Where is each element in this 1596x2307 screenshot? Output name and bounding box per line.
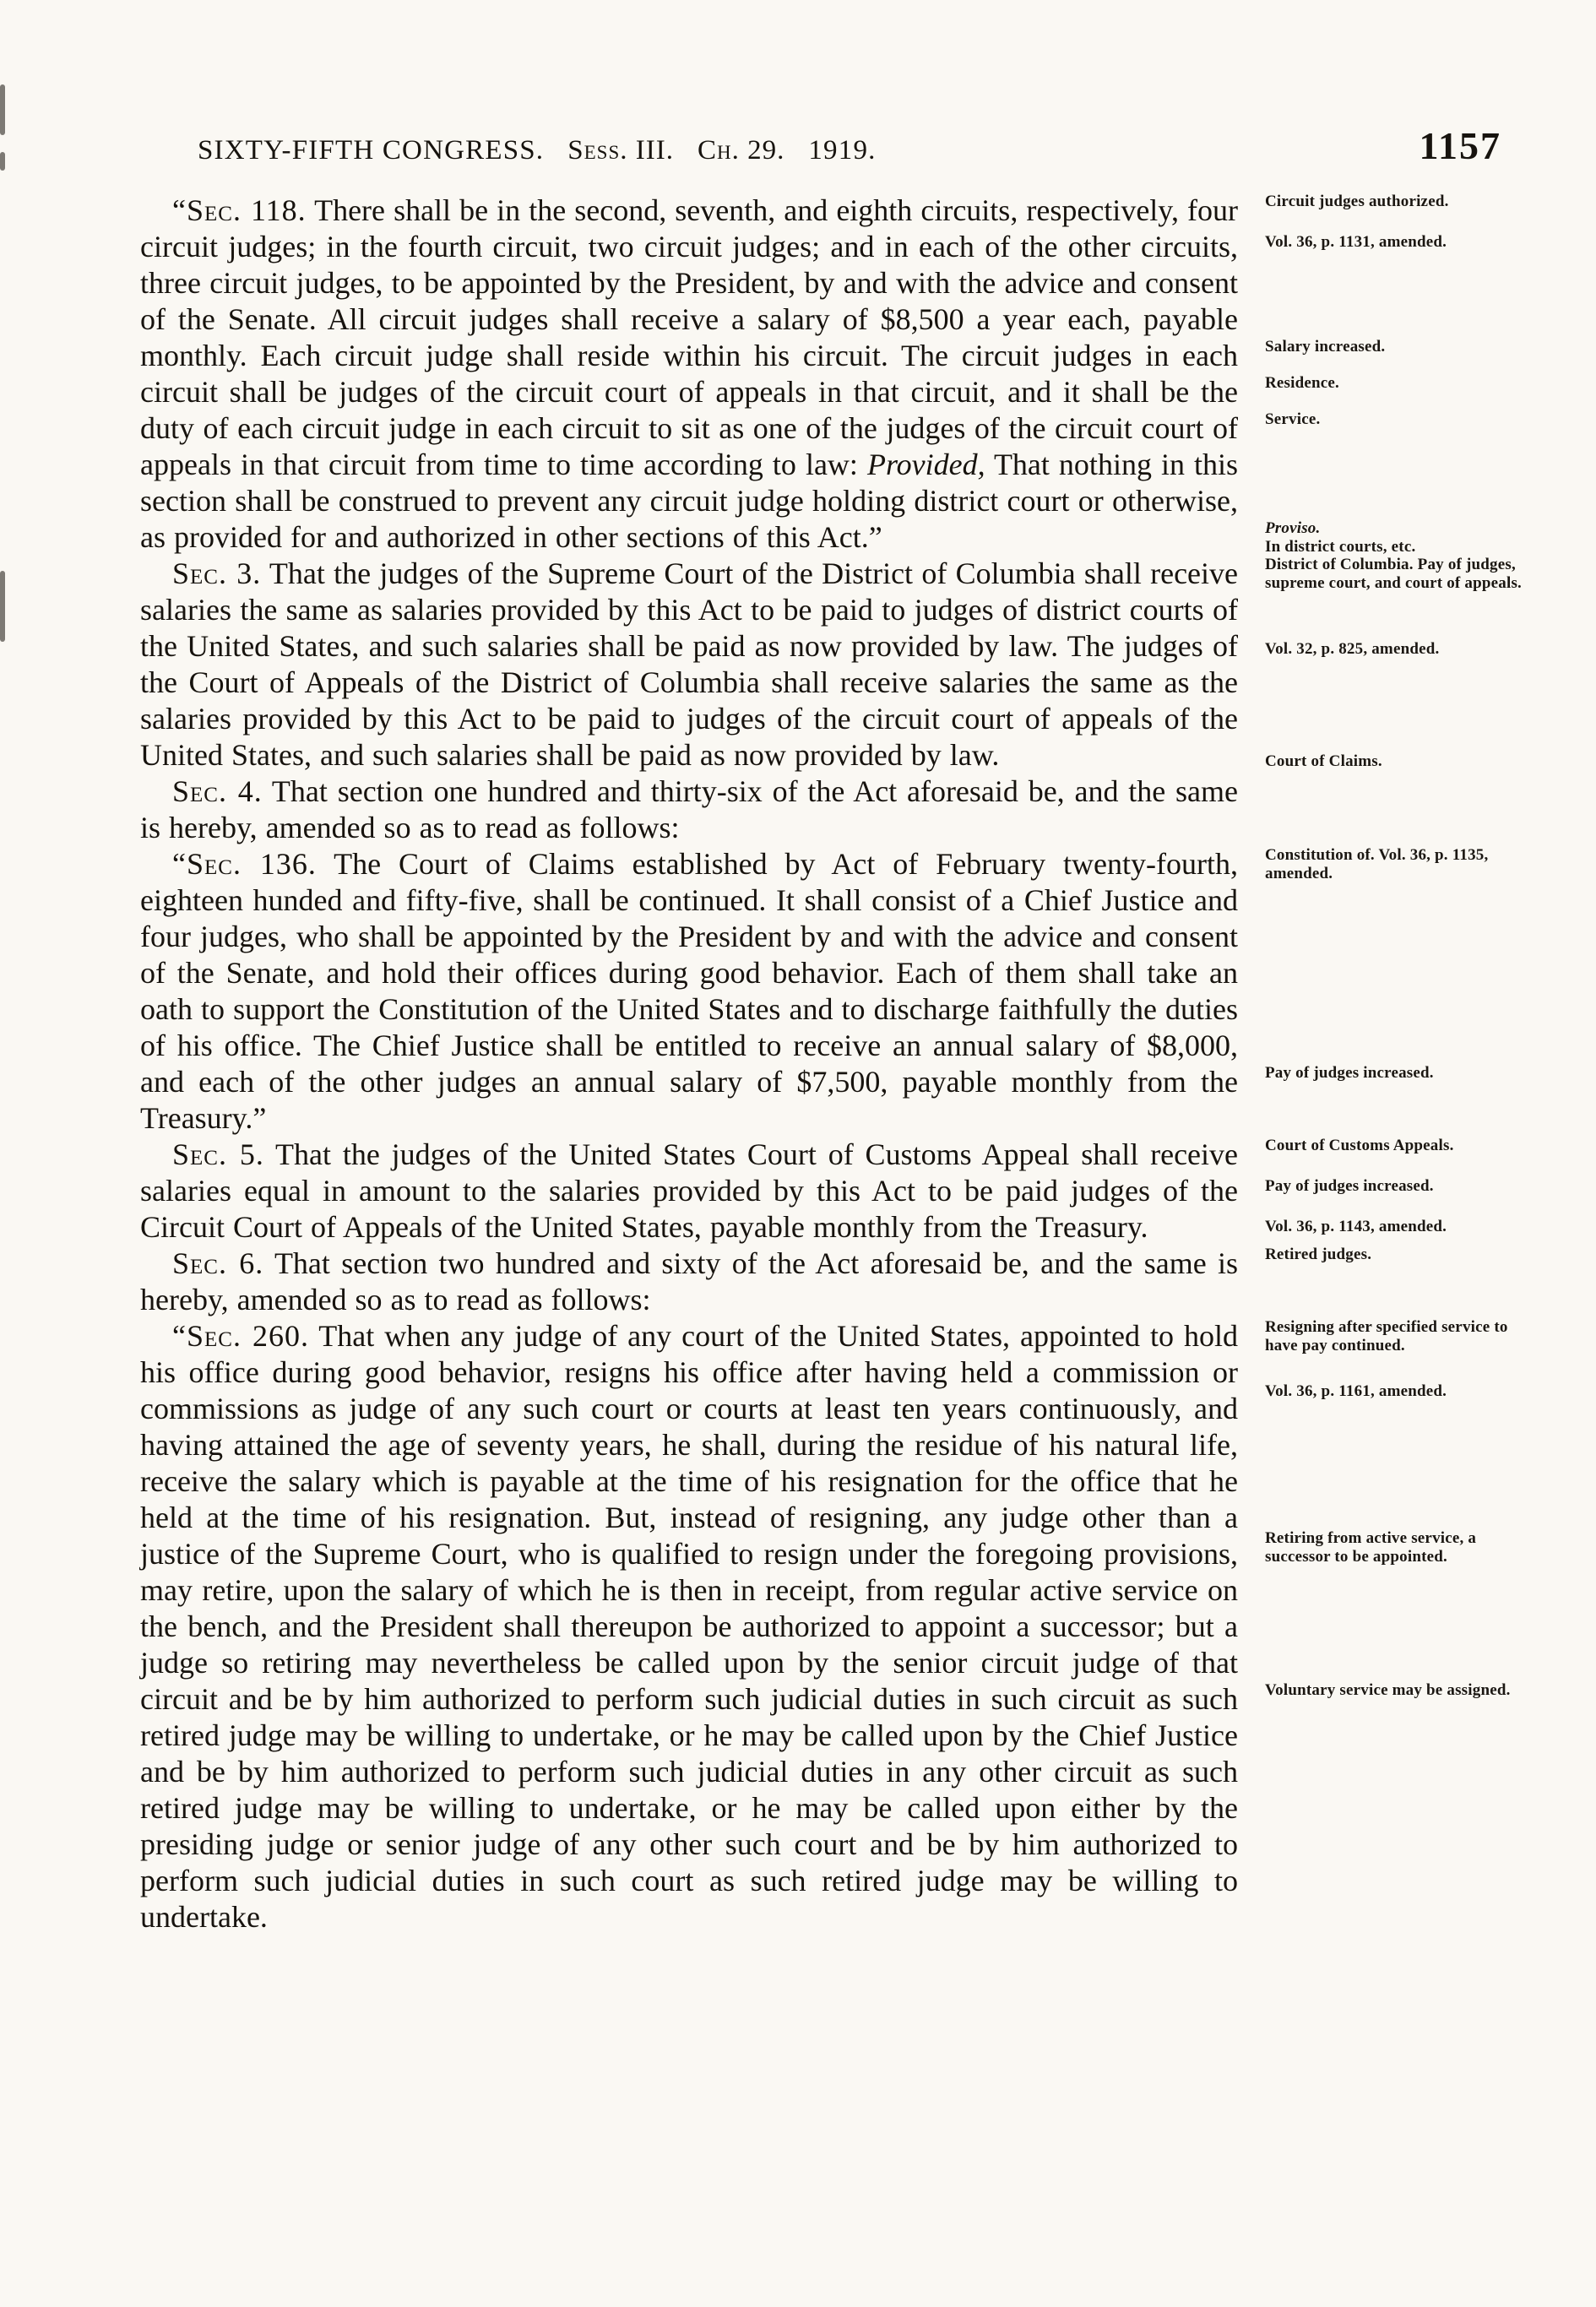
margin-note-text: Residence. bbox=[1265, 374, 1340, 392]
margin-note-text: Vol. 36, p. 1131, amended. bbox=[1265, 233, 1447, 251]
section-lead: “Sec. 118. bbox=[172, 193, 307, 227]
page-number: 1157 bbox=[1419, 124, 1501, 167]
session-label: Sess. III. bbox=[567, 135, 674, 166]
margin-note bbox=[1265, 233, 1523, 252]
congress-title: SIXTY-FIFTH CONGRESS. bbox=[198, 135, 545, 166]
margin-note-text: Vol. 36, p. 1161, amended. bbox=[1265, 1382, 1447, 1400]
margin-note-text: Retiring from active service, a successor to be appointed. bbox=[1265, 1529, 1477, 1566]
margin-note bbox=[1265, 1177, 1523, 1196]
margin-note bbox=[1265, 193, 1523, 211]
margin-note bbox=[1265, 846, 1523, 883]
section-lead: “Sec. 136. bbox=[172, 847, 317, 881]
section-lead: “Sec. 260. bbox=[172, 1319, 309, 1353]
running-title bbox=[198, 135, 877, 166]
section-text: The Court of Claims established by Act of February twenty-fourth, eighteen hunded and fifty-five, shall be continued. It shall consist of a Chief Justice and four judges, who shall be appointed by the President by and with the advice and consent of the Senate, and hold their offices during good behavior. Each of them shall take an oath to support the Constitution of the United States and to discharge faithfully the duties of his office. The Chief Justice shall be entitled to receive an annual salary of $8,000, and each of the other judges an annual salary of $7,500, payable monthly from the Treasury.” bbox=[140, 847, 1238, 1135]
margin-note-text: Service. bbox=[1265, 410, 1321, 428]
year-label: 1919. bbox=[808, 135, 877, 166]
margin-note bbox=[1265, 1246, 1523, 1264]
section-text: That section two hundred and sixty of the Act aforesaid be, and the same is hereby, amended so as to read as follows: bbox=[140, 1246, 1238, 1316]
margin-note bbox=[1265, 338, 1523, 356]
section-text: That when any judge of any court of the United States, appointed to hold his office during good behavior, resigns his office after having held a commission or commissions as judge of any such court or courts at least ten years continuously, and having attained the age of seventy years, he shall, during the residue of his natural life, receive the salary which is payable at the time of his resignation for the office that he held at the time of his resignation. But, instead of resigning, any judge other than a justice of the Supreme Court, who is qualified to resign under the foregoing provisions, may retire, upon the salary of which he is then in receipt, from regular active service on the bench, and the President shall thereupon be authorized to appoint a successor; but a judge so retiring may nevertheless be called upon by the senior circuit judge of that circuit and be by him authorized to perform such judicial duties in such circuit as such retired judge may be willing to undertake, or he may be called upon by the Chief Justice and be by him authorized to perform such judicial duties in any other circuit as such retired judge may be willing to undertake, or he may be called upon either by the presiding judge or senior judge of any other such court and be by him authorized to perform such judicial duties in such court as such retired judge may be willing to undertake. bbox=[140, 1319, 1238, 1934]
scan-artifact bbox=[0, 571, 5, 642]
margin-note-text: Salary increased. bbox=[1265, 338, 1386, 356]
margin-note-text: Pay of judges increased. bbox=[1265, 1177, 1434, 1195]
section-text: That the judges of the Supreme Court of the District of Columbia shall receive salaries the same as salaries provided by this Act to be paid to judges of district courts of the United States, and such salaries shall be paid as now provided by law. The judges of the Court of Appeals of the District of Columbia shall receive salaries the same as the salaries provided by this Act to be paid to judges of the circuit court of appeals of the United States, and such salaries shall be paid as now provided by law. bbox=[140, 556, 1239, 772]
section-lead: Sec. 3. bbox=[172, 556, 262, 590]
margin-note bbox=[1265, 640, 1523, 659]
statute-body bbox=[140, 193, 1522, 1935]
margin-note bbox=[1265, 410, 1523, 429]
statute-paragraph-sec-5 bbox=[140, 1137, 1454, 1246]
margin-note bbox=[1265, 752, 1523, 771]
margin-note bbox=[1265, 1318, 1523, 1355]
statute-paragraph-sec-6 bbox=[140, 1246, 1372, 1318]
margin-note-text: Voluntary service may be assigned. bbox=[1265, 1681, 1511, 1699]
proviso-note-label: Proviso. bbox=[1265, 519, 1321, 537]
margin-note-text: In district courts, etc. bbox=[1265, 538, 1416, 556]
margin-note-text: Vol. 32, p. 825, amended. bbox=[1265, 640, 1440, 658]
statute-paragraph-sec-4 bbox=[140, 752, 1382, 846]
margin-note bbox=[1265, 374, 1523, 393]
statute-paragraph-sec-136 bbox=[140, 846, 1489, 1137]
statute-paragraph-sec-118 bbox=[140, 193, 1449, 556]
margin-note-text: Vol. 36, p. 1143, amended. bbox=[1265, 1218, 1447, 1235]
section-lead: Sec. 4. bbox=[172, 774, 263, 808]
section-lead: Sec. 5. bbox=[172, 1137, 264, 1171]
margin-note bbox=[1265, 1382, 1523, 1401]
margin-note bbox=[1265, 556, 1523, 593]
margin-note bbox=[1265, 1218, 1523, 1236]
margin-note-text: Court of Customs Appeals. bbox=[1265, 1137, 1454, 1154]
margin-note bbox=[1265, 1137, 1523, 1155]
margin-note bbox=[1265, 519, 1523, 556]
proviso-word: Provided, bbox=[866, 448, 985, 481]
section-text: That nothing in this section shall be construed to prevent any circuit judge holding district court or otherwise, as provided for and authorized in other sections of this Act.” bbox=[140, 448, 1238, 554]
scan-artifact bbox=[0, 84, 5, 135]
margin-note-text: Resigning after specified service to have pay continued. bbox=[1265, 1318, 1508, 1354]
section-text: That the judges of the United States Court of Customs Appeal shall receive salaries equal in amount to the salaries provided by this Act to be paid judges of the Circuit Court of Appeals of the United States, payable monthly from the Treasury. bbox=[140, 1137, 1239, 1244]
margin-note-text: Constitution of. Vol. 36, p. 1135, amended. bbox=[1265, 846, 1489, 882]
margin-note-text: Court of Claims. bbox=[1265, 752, 1382, 770]
margin-note-text: Retired judges. bbox=[1265, 1246, 1372, 1263]
section-text: There shall be in the second, seventh, and eighth circuits, respectively, four circuit judges; in the fourth circuit, two circuit judges; and in each of the other circuits, three circuit judges, to be appointed by the President, by and with the advice and consent of the Senate. All circuit judges shall receive a salary of $8,500 a year each, payable monthly. Each circuit judge shall reside within his circuit. The circuit judges in each circuit shall be judges of the circuit court of appeals in that circuit, and it shall be the duty of each circuit judge in each circuit to sit as one of the judges of the circuit court of appeals in that circuit from time to time according to law: bbox=[140, 193, 1238, 481]
page-header bbox=[140, 123, 1525, 168]
margin-note bbox=[1265, 1064, 1523, 1083]
chapter-label: Ch. 29. bbox=[697, 135, 785, 166]
margin-note-text: Pay of judges increased. bbox=[1265, 1064, 1434, 1082]
section-text: That section one hundred and thirty-six of the Act aforesaid be, and the same is hereby, amended so as to read as follows: bbox=[140, 774, 1239, 844]
margin-note bbox=[1265, 1681, 1523, 1700]
margin-note-text: Circuit judges authorized. bbox=[1265, 193, 1449, 210]
scan-artifact bbox=[0, 152, 5, 171]
margin-note-text: District of Columbia. Pay of judges, supreme court, and court of appeals. bbox=[1265, 556, 1522, 592]
margin-note bbox=[1265, 1529, 1523, 1566]
section-lead: Sec. 6. bbox=[172, 1246, 264, 1280]
statute-paragraph-sec-260 bbox=[140, 1318, 1511, 1935]
